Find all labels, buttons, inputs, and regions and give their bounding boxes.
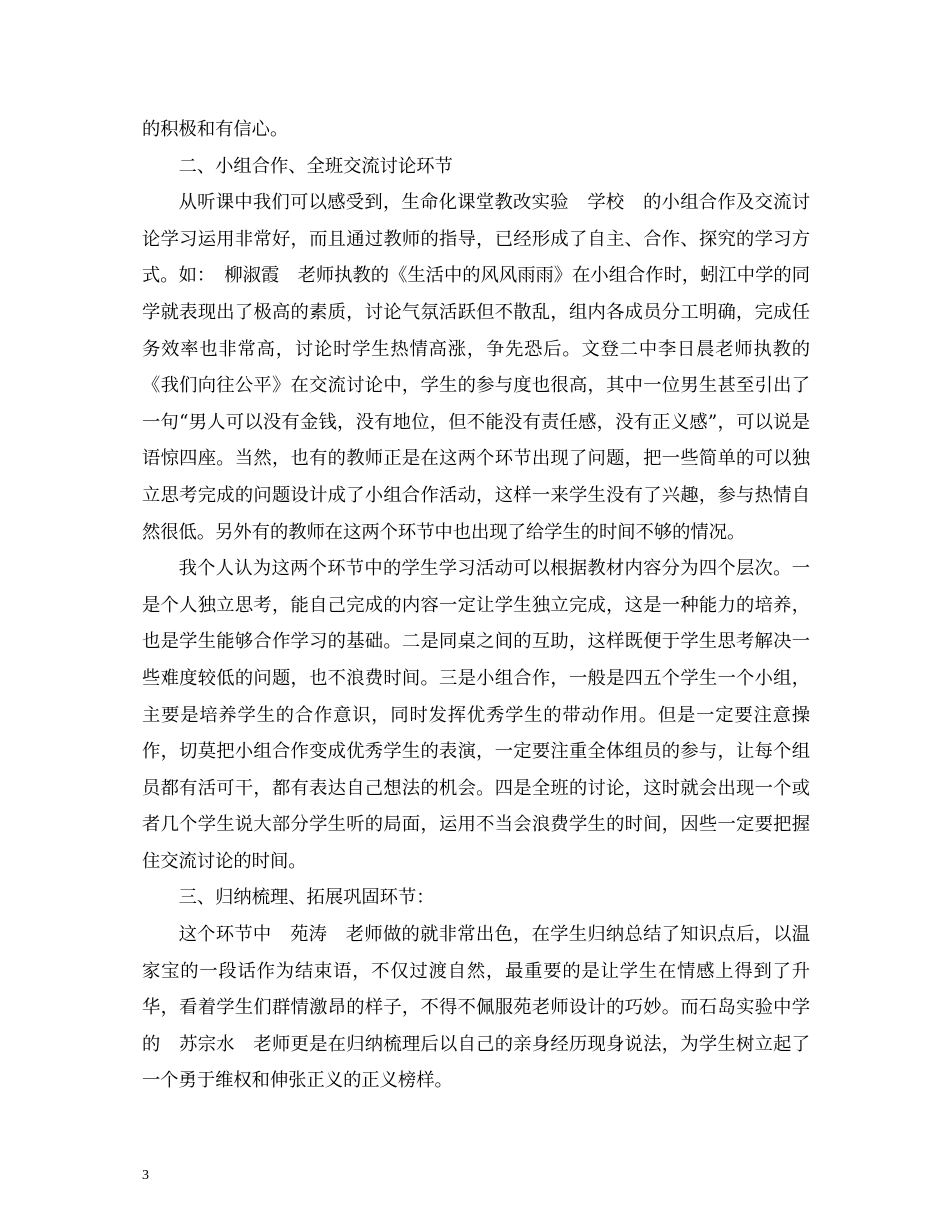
page-number: 3 [142,1168,149,1183]
paragraph-continuation: 的积极和有信心。 [142,119,289,140]
paragraph-summary-observations: 这个环节中 苑涛 老师做的就非常出色，在学生归纳总结了知识点后，以温家宝的一段话作为结束语，不仅过渡自然，最重要的是让学生在情感上得到了升华，看着学生们群情激昂的样子，不得不佩服苑老师设计的巧妙。而石岛实验中学的 苏宗水 老师更是在归纳梳理后以自己的亲身经历现身说法，为学生树立起了一个勇于维权和伸张正义的正义榜样。 [142,924,810,1092]
section-heading-group-discussion: 二、小组合作、全班交流讨论环节 [178,155,453,177]
paragraph-four-levels: 我个人认为这两个环节中的学生学习活动可以根据教材内容分为四个层次。一是个人独立思考，能自己完成的内容一定让学生独立完成，这是一种能力的培养，也是学生能够合作学习的基础。二是同桌之间的互助，这样既便于学生思考解决一些难度较低的问题，也不浪费时间。三是小组合作，一般是四五个学生一个小组，主要是培养学生的合作意识，同时发挥优秀学生的带动作用。但是一定要注意操作，切莫把小组合作变成优秀学生的表演，一定要注重全体组员的参与，让每个组员都有活可干，都有表达自己想法的机会。四是全班的讨论，这时就会出现一个或者几个学生说大部分学生听的局面，运用不当会浪费学生的时间，因些一定要把握住交流讨论的时间。 [142,558,810,872]
section-heading-summary-consolidation: 三、归纳梳理、拓展巩固环节： [178,887,435,909]
paragraph-group-discussion-observations: 从听课中我们可以感受到，生命化课堂教改实验 学校 的小组合作及交流讨论学习运用非常好，而且通过教师的指导，已经形成了自主、合作、探究的学习方式。如： 柳淑霞 老师执教的《生活中的风风雨雨》在小组合作时，蚓江中学的同学就表现出了极高的素质，讨论气氛活跃但不散乱，组内各成员分工明确，完成任务效率也非常高，讨论时学生热情高涨，争先恐后。文登二中李日晨老师执教的《我们向往公平》在交流讨论中，学生的参与度也很高，其中一位男生甚至引出了一句“男人可以没有金钱，没有地位，但不能没有责任感，没有正义感”，可以说是语惊四座。当然，也有的教师正是在这两个环节出现了问题，把一些简单的可以独立思考完成的问题设计成了小组合作活动，这样一来学生没有了兴趣，参与热情自然很低。另外有的教师在这两个环节中也出现了给学生的时间不够的情况。 [142,192,810,543]
body-text [142,112,810,1100]
